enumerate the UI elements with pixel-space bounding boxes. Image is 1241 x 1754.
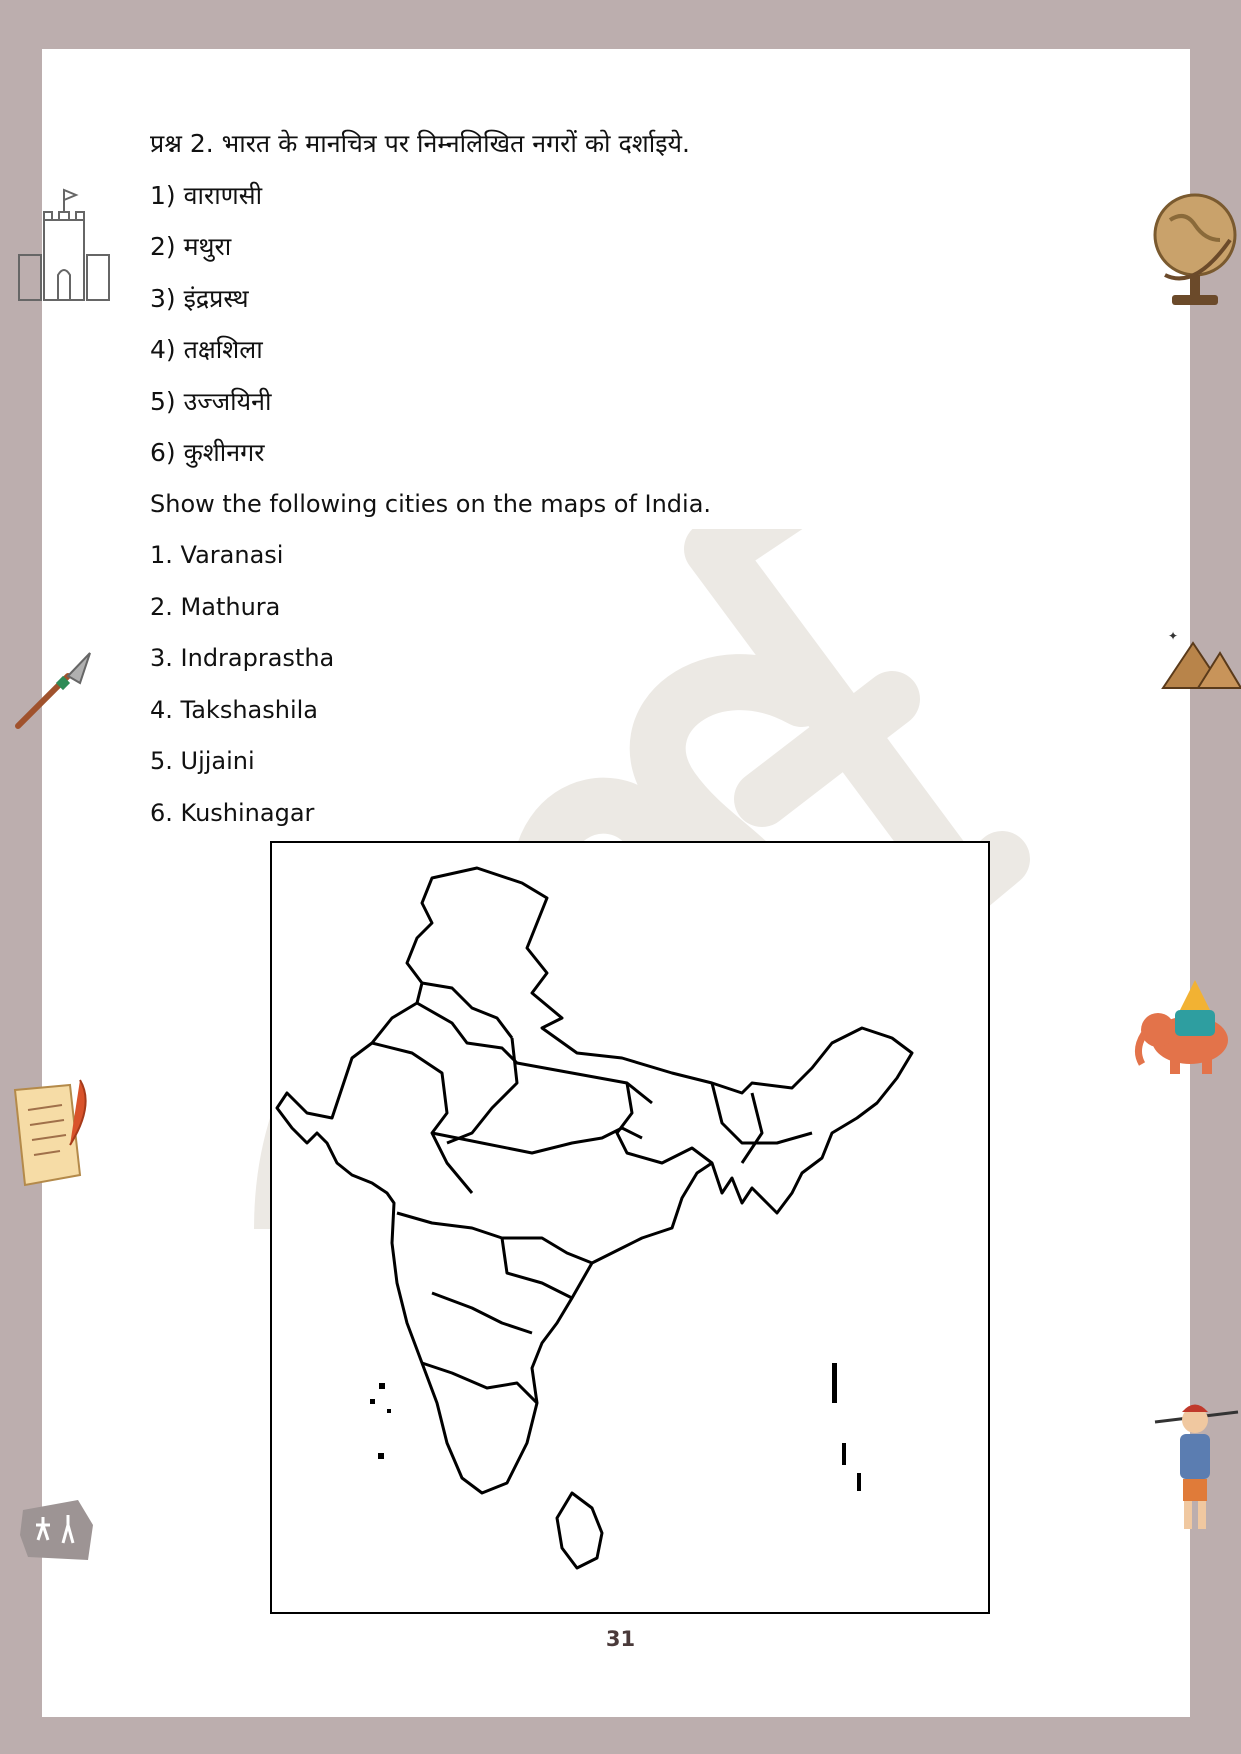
hindi-city-item: 6) कुशीनगर [150,438,265,467]
globe-icon [1150,180,1241,315]
english-city-item: 6. Kushinagar [150,798,315,827]
hindi-city-item: 2) मथुरा [150,232,232,261]
english-city-item: 2. Mathura [150,592,281,621]
english-city-item: 5. Ujjaini [150,747,255,775]
pyramids-icon [1158,628,1241,693]
spear-icon [10,648,95,733]
hindi-city-item: 1) वाराणसी [150,180,263,210]
hindi-question-heading: प्रश्न 2. भारत के मानचित्र पर निम्नलिखित नगरों को दर्शाइये. [150,129,690,158]
scroll-quill-icon [0,1075,100,1190]
svg-text:✦: ✦ [1168,629,1179,643]
elephant-icon [1130,972,1241,1077]
castle-icon [14,180,114,305]
question-block [150,118,1050,839]
warrior-icon [1150,1392,1241,1532]
page-number: 31 [605,1627,636,1651]
hindi-city-item: 4) तक्षशिला [150,335,263,364]
india-map-frame [270,841,990,1614]
india-outline-map-icon [272,843,988,1612]
english-city-item: 1. Varanasi [150,541,284,569]
hindi-city-item: 5) उज्जयिनी [150,386,272,416]
english-city-item: 3. Indraprastha [150,644,335,672]
cave-painting-icon [18,1495,96,1565]
english-city-item: 4. Takshashila [150,695,318,724]
hindi-city-item: 3) इंद्रप्रस्थ [150,283,249,313]
english-question-heading: Show the following cities on the maps of India. [150,489,712,518]
